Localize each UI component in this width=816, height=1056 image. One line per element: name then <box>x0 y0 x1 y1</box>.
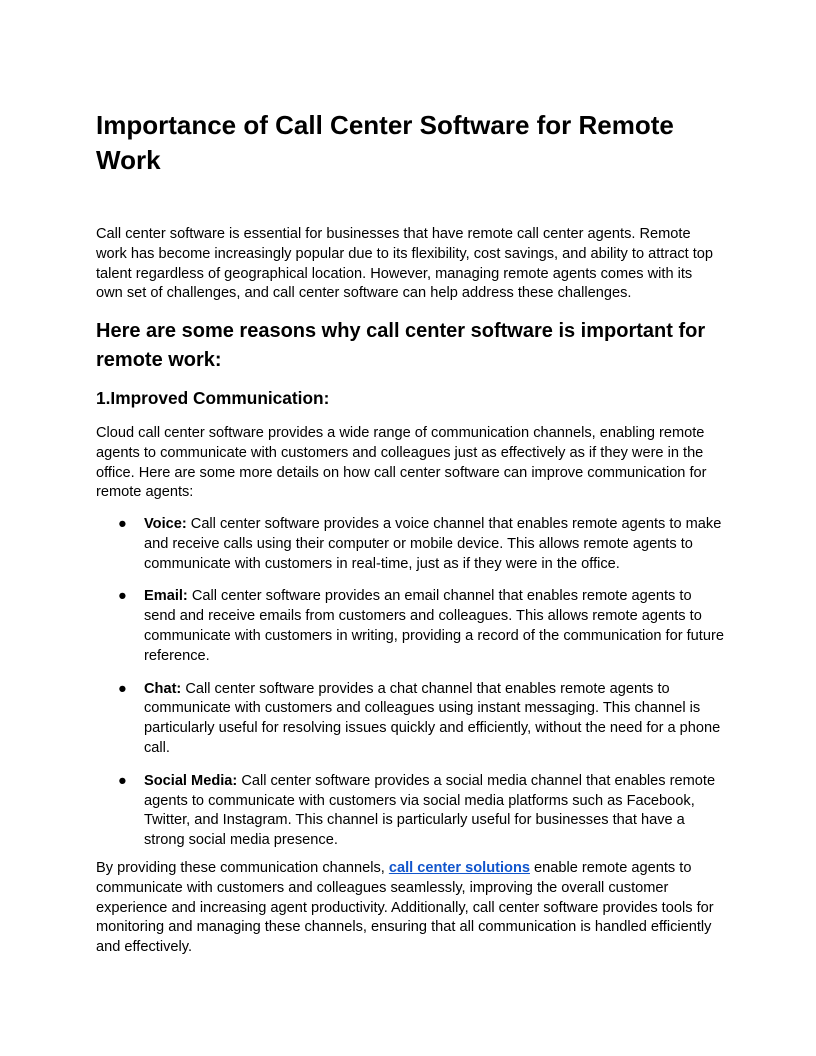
bullet-text: Call center software provides a chat channel that enables remote agents to communicate with customers and colleagues using instant messaging. This channel is particularly useful for resolving issues quickly and efficiently, without the need for a phone call. <box>144 680 721 756</box>
intro-paragraph: Call center software is essential for businesses that have remote call center agents. Remote work has become increasingly popular due to its flexibility, cost savings, and ability to attract top talent regardless of geographical location. However, managing remote agents comes with its own set of challenges, and call center software can help address these challenges. <box>96 226 714 302</box>
subheading-improved-communication: 1.Improved Communication: <box>96 388 330 408</box>
bullet-term: Social Media: <box>144 772 238 789</box>
list-item-social-media <box>96 772 726 851</box>
bullet-term: Chat: <box>144 680 182 697</box>
list-item-voice <box>96 515 726 574</box>
list-item-chat <box>96 680 726 759</box>
bullet-icon: ● <box>118 680 127 697</box>
bullet-term: Voice: <box>144 516 187 532</box>
communication-paragraph: Cloud call center software provides a wide range of communication channels, enabling remote agents to communicate with customers and colleagues just as effectively as if they were in the office. Here are some more details on how call center software can improve communication for remote agents: <box>96 425 707 501</box>
bullet-text: Call center software provides a social media channel that enables remote agents to communicate with customers via social media platforms such as Facebook, Twitter, and Instagram. This channel is particularly useful for businesses that have a strong social media presence. <box>144 772 716 849</box>
list-item-email <box>96 587 726 666</box>
closing-paragraph <box>96 859 722 958</box>
bullet-icon: ● <box>118 516 127 532</box>
closing-text-after: enable remote agents to communicate with customers and colleagues seamlessly, improving the overall customer experience and increasing agent productivity. Additionally, call center software provides tools for monitoring and managing these channels, ensuring that all communication is handled efficiently and effectively. <box>96 860 714 956</box>
page-title: Importance of Call Center Software for Remote Work <box>96 110 674 175</box>
call-center-solutions-link[interactable]: call center solutions <box>388 860 530 876</box>
closing-text-before: By providing these communication channels, <box>96 860 389 876</box>
bullet-text: Call center software provides a voice channel that enables remote agents to make and receive calls using their computer or mobile device. This allows remote agents to communicate with customers in real-time, just as if they were in the office. <box>144 516 722 572</box>
channel-list <box>96 515 726 864</box>
bullet-icon: ● <box>118 588 127 605</box>
bullet-term: Email: <box>144 588 188 605</box>
bullet-text: Call center software provides an email channel that enables remote agents to send and receive emails from customers and colleagues. This allows remote agents to communicate with customers in writing, providing a record of the communication for future reference. <box>144 588 724 664</box>
section-heading: Here are some reasons why call center software is important for remote work: <box>96 320 706 371</box>
bullet-icon: ● <box>118 772 127 789</box>
